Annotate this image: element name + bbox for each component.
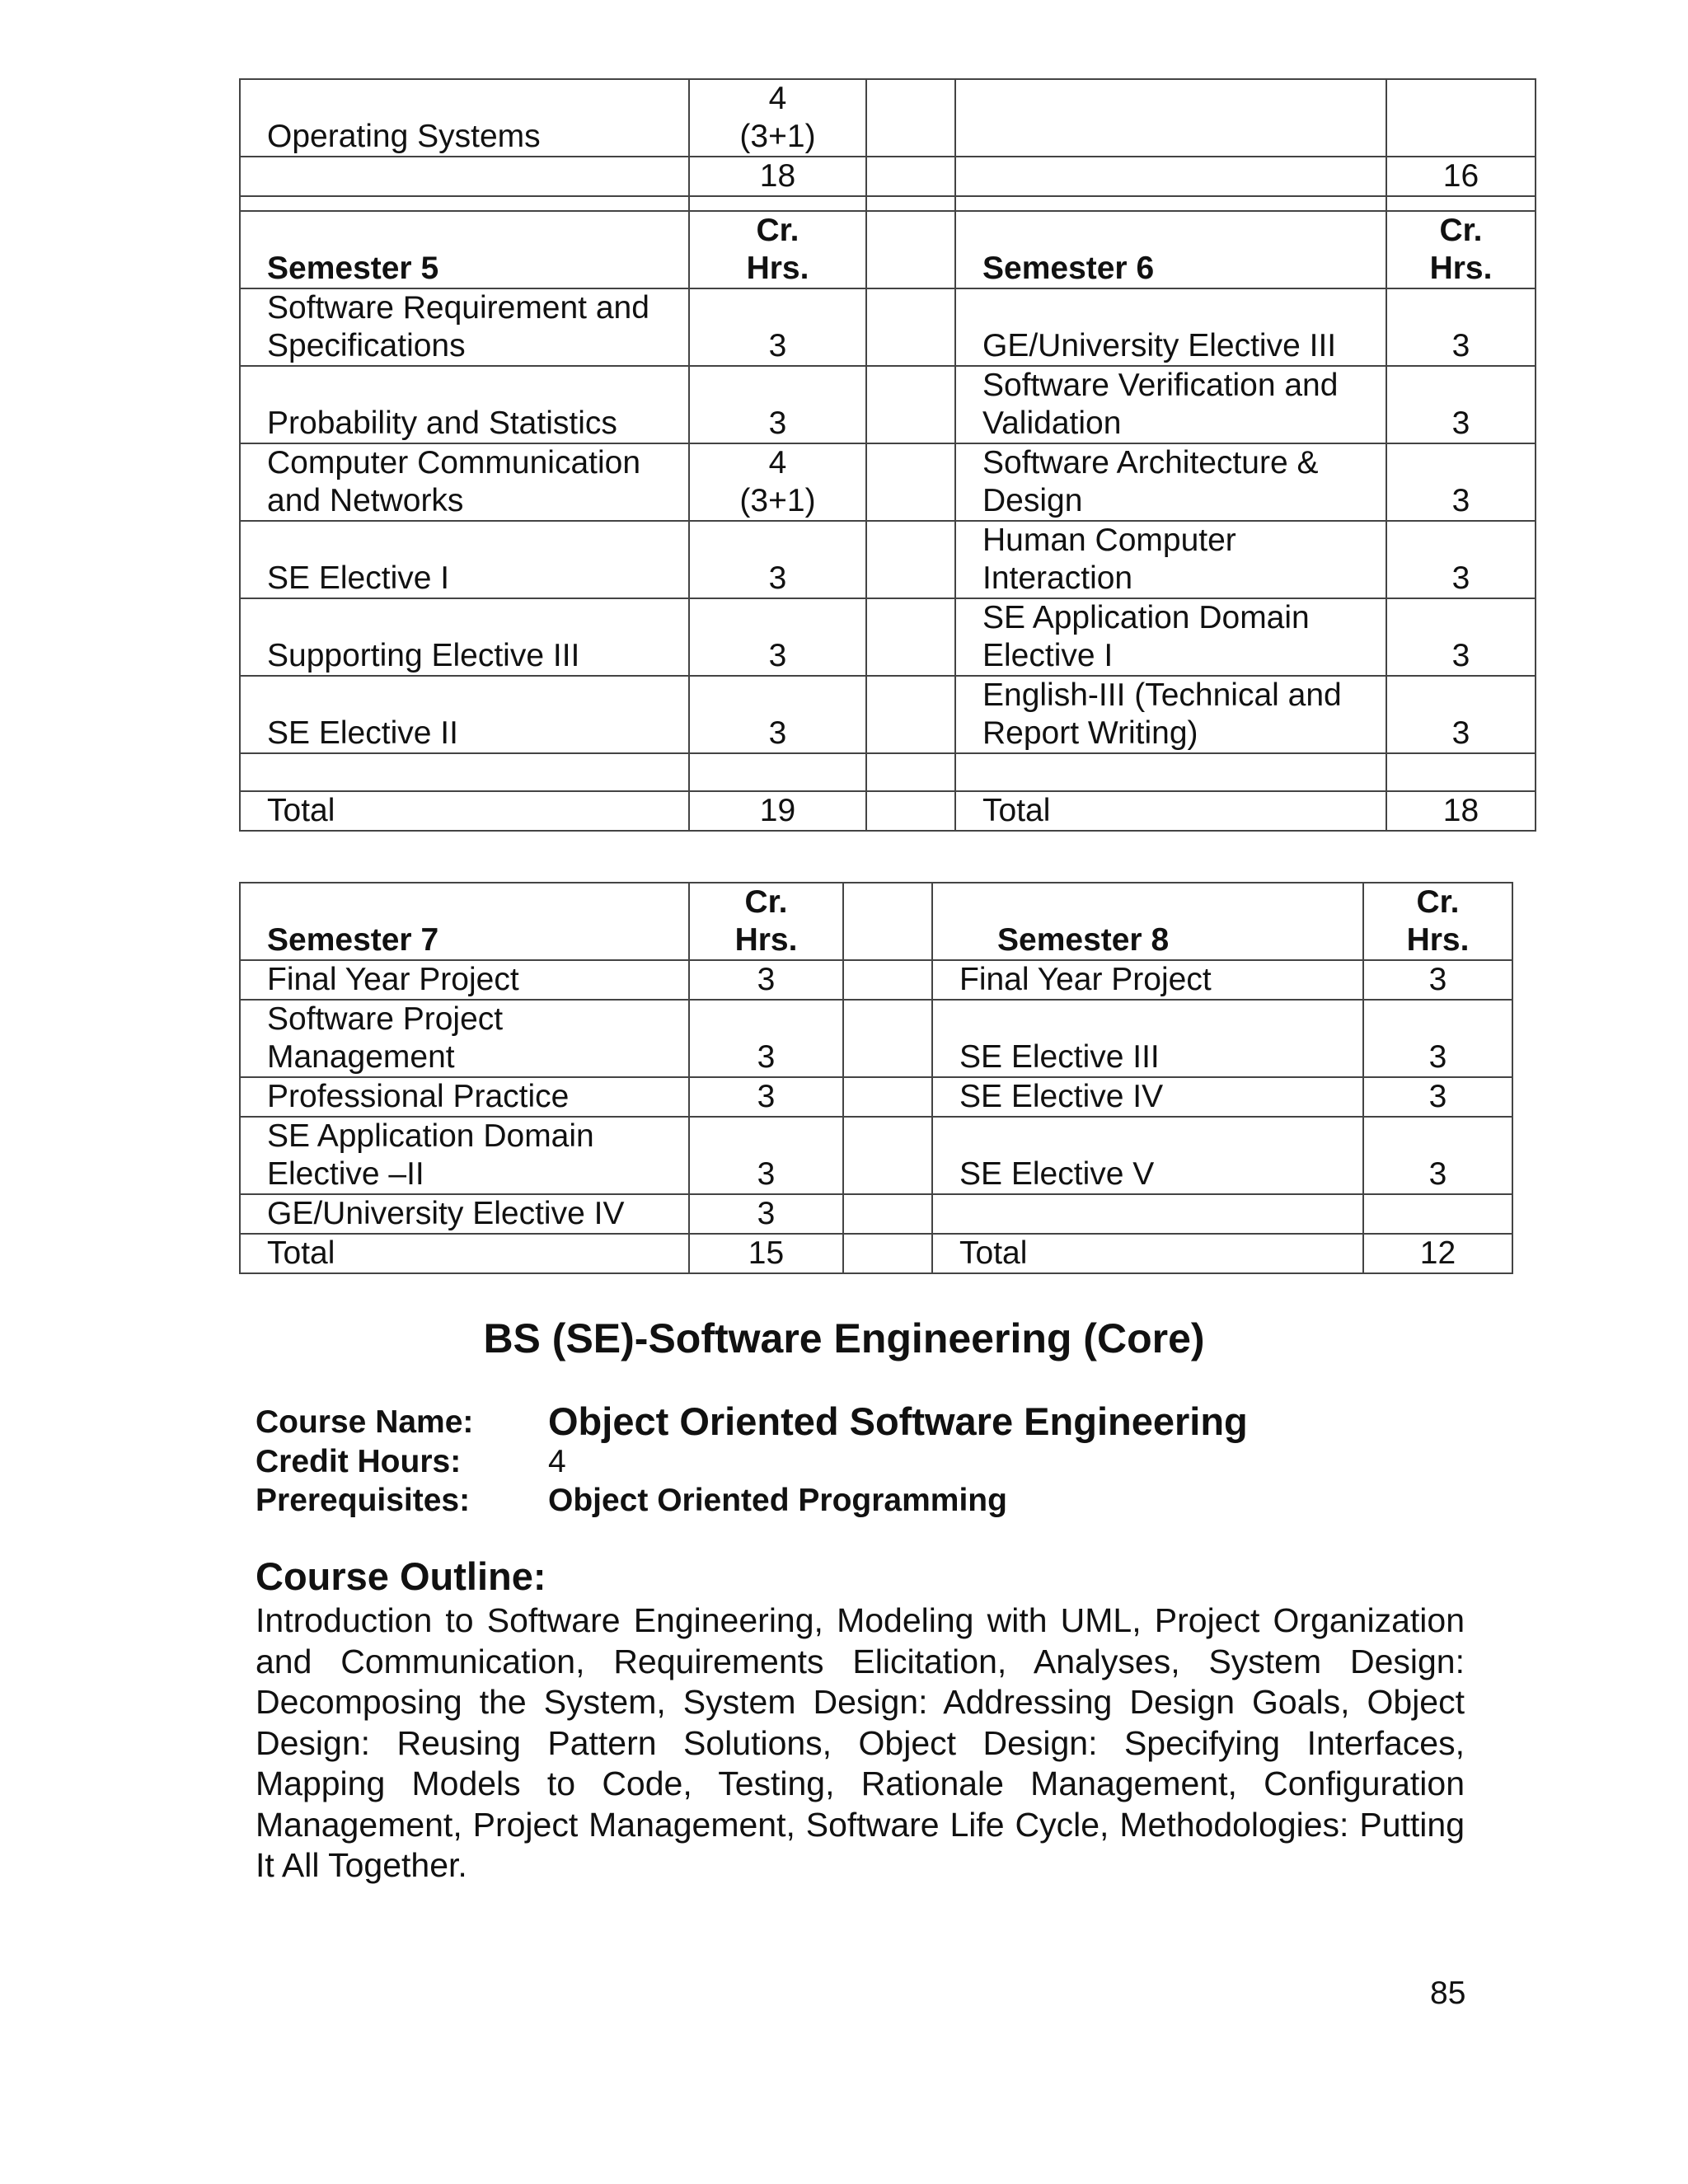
- spacer-cell: [866, 521, 955, 598]
- credit-hours-cell-line: Hrs.: [1406, 922, 1470, 958]
- course-name-cell: [955, 791, 1386, 831]
- credit-hours-cell: [689, 598, 866, 676]
- credit-hours-cell-line: 3: [757, 1079, 776, 1114]
- credit-hours-cell-line: 3: [1428, 1039, 1447, 1075]
- credit-hours-cell: [689, 676, 866, 753]
- page-number: 85: [1430, 1975, 1466, 2011]
- course-name-cell-line: Semester 6: [982, 251, 1155, 286]
- table-row: [240, 1234, 1512, 1273]
- course-name-cell: [932, 883, 1363, 960]
- credit-hours-cell: [1386, 79, 1536, 157]
- course-name-cell-line: Operating Systems: [267, 119, 541, 154]
- credit-hours-cell-line: 3: [768, 328, 787, 363]
- course-name-cell-line: SE Elective I: [267, 560, 450, 596]
- course-name-cell-line: SE Elective II: [267, 715, 458, 751]
- credit-hours-label: Credit Hours:: [256, 1444, 462, 1479]
- course-name-cell: [240, 676, 689, 753]
- credit-hours-cell: [689, 79, 866, 157]
- course-name-cell: [240, 1234, 689, 1273]
- credit-hours-cell-line: 3: [768, 715, 787, 751]
- course-name-cell-line: Elective I: [982, 638, 1114, 673]
- spacer-cell: [843, 1077, 932, 1117]
- course-name-cell: [955, 598, 1386, 676]
- credit-hours-cell: [1386, 211, 1536, 288]
- credit-hours-cell-line: 3: [1451, 405, 1470, 441]
- credit-hours-cell-line: 3: [1451, 483, 1470, 518]
- section-title: BS (SE)-Software Engineering (Core): [483, 1315, 1205, 1361]
- course-name-cell-line: Probability and Statistics: [267, 405, 617, 441]
- course-name-cell-line: Computer Communication: [267, 445, 641, 480]
- credit-hours-cell: [1363, 1234, 1512, 1273]
- course-outline-heading: Course Outline:: [256, 1554, 546, 1598]
- spacer-cell: [866, 288, 955, 366]
- course-name-value: Object Oriented Software Engineering: [548, 1399, 1248, 1443]
- credit-hours-cell: [1363, 1077, 1512, 1117]
- table-row: [240, 676, 1536, 753]
- credit-hours-cell-line: Hrs.: [734, 922, 798, 958]
- course-name-cell: [240, 1117, 689, 1194]
- course-name-cell: [240, 521, 689, 598]
- credit-hours-cell: [689, 1234, 843, 1273]
- course-name-cell: [955, 366, 1386, 443]
- course-name-cell: [932, 1194, 1363, 1234]
- credit-hours-cell: [689, 288, 866, 366]
- course-name-cell-line: Human Computer: [982, 523, 1236, 558]
- credit-hours-cell: [689, 157, 866, 196]
- course-name-cell: [240, 1000, 689, 1077]
- credit-hours-cell: [1363, 1117, 1512, 1194]
- table-row: [240, 79, 1536, 157]
- course-name-cell: [240, 1194, 689, 1234]
- table-row: [240, 443, 1536, 521]
- prerequisites-label: Prerequisites:: [256, 1483, 471, 1518]
- credit-hours-cell-line: (3+1): [739, 483, 816, 518]
- course-name-cell: [240, 883, 689, 960]
- spacer-cell: [866, 211, 955, 288]
- spacer-cell: [866, 753, 955, 791]
- course-name-cell: [932, 1117, 1363, 1194]
- spacer-cell: [866, 443, 955, 521]
- course-name-cell: [955, 521, 1386, 598]
- credit-hours-cell: [689, 883, 843, 960]
- spacer-cell: [866, 79, 955, 157]
- table-row: [240, 1117, 1512, 1194]
- course-name-cell-line: Total: [982, 793, 1051, 828]
- credit-hours-cell-line: 19: [759, 793, 796, 828]
- course-name-cell: [955, 753, 1386, 791]
- course-name-cell: [240, 211, 689, 288]
- table-row: [240, 1194, 1512, 1234]
- course-name-cell: [240, 196, 689, 211]
- course-name-cell-line: SE Elective IV: [959, 1079, 1164, 1114]
- course-name-cell: [932, 1000, 1363, 1077]
- spacer-cell: [843, 960, 932, 1000]
- credit-hours-cell-line: 4: [768, 81, 787, 116]
- credit-hours-cell: [1386, 753, 1536, 791]
- credit-hours-cell-line: 3: [768, 405, 787, 441]
- spacer-cell: [866, 676, 955, 753]
- course-name-cell: [240, 79, 689, 157]
- credit-hours-cell-line: 16: [1442, 158, 1479, 194]
- table-row: [240, 366, 1536, 443]
- spacer-cell: [843, 1000, 932, 1077]
- course-name-cell-line: Elective –II: [267, 1156, 424, 1192]
- course-name-cell: [240, 598, 689, 676]
- credit-hours-cell-line: 3: [1451, 638, 1470, 673]
- credit-hours-cell: [1386, 791, 1536, 831]
- course-name-cell: [955, 211, 1386, 288]
- credit-hours-cell: [689, 443, 866, 521]
- course-name-cell-line: Report Writing): [982, 715, 1198, 751]
- course-name-cell-line: GE/University Elective III: [982, 328, 1337, 363]
- credit-hours-cell-line: 3: [757, 1156, 776, 1192]
- credit-hours-cell-line: 3: [757, 1196, 776, 1231]
- credit-hours-cell-line: 3: [768, 638, 787, 673]
- course-name-cell: [240, 960, 689, 1000]
- credit-hours-cell-line: 12: [1419, 1235, 1456, 1271]
- credit-hours-cell-line: 3: [1451, 715, 1470, 751]
- credit-hours-cell: [689, 791, 866, 831]
- credit-hours-cell: [689, 366, 866, 443]
- credit-hours-cell-line: 15: [748, 1235, 785, 1271]
- semester-table-5-6: [239, 78, 1536, 832]
- credit-hours-cell-line: Cr.: [744, 884, 788, 920]
- semester-table-7-8: [239, 882, 1513, 1274]
- course-name-cell-line: Management: [267, 1039, 455, 1075]
- course-name-cell-line: Validation: [982, 405, 1122, 441]
- table-row: [240, 791, 1536, 831]
- spacer-cell: [866, 196, 955, 211]
- credit-hours-cell: [1386, 366, 1536, 443]
- credit-hours-cell: [689, 1077, 843, 1117]
- credit-hours-cell: [1386, 288, 1536, 366]
- course-name-cell: [240, 157, 689, 196]
- course-name-cell: [955, 79, 1386, 157]
- table-row: [240, 598, 1536, 676]
- spacer-cell: [843, 1194, 932, 1234]
- course-name-cell-line: Software Requirement and: [267, 290, 649, 326]
- course-name-cell-line: GE/University Elective IV: [267, 1196, 625, 1231]
- course-name-cell-line: Total: [959, 1235, 1028, 1271]
- table-row: [240, 157, 1536, 196]
- course-name-cell-line: Professional Practice: [267, 1079, 570, 1114]
- credit-hours-cell: [1386, 521, 1536, 598]
- course-name-cell: [955, 288, 1386, 366]
- credit-hours-cell-line: Hrs.: [746, 251, 809, 286]
- credit-hours-cell: [689, 1117, 843, 1194]
- prerequisites-value: Object Oriented Programming: [548, 1483, 1007, 1518]
- credit-hours-cell-line: 18: [759, 158, 796, 194]
- course-name-cell: [955, 196, 1386, 211]
- course-name-cell-line: SE Elective V: [959, 1156, 1155, 1192]
- credit-hours-cell-line: Cr.: [1416, 884, 1460, 920]
- credit-hours-cell: [689, 1194, 843, 1234]
- credit-hours-cell-line: 3: [1428, 1079, 1447, 1114]
- credit-hours-cell: [689, 196, 866, 211]
- credit-hours-cell-line: Cr.: [1439, 213, 1483, 248]
- course-name-cell-line: Software Project: [267, 1001, 504, 1037]
- course-name-cell-line: Final Year Project: [959, 962, 1212, 997]
- course-name-cell-line: Semester 7: [267, 922, 439, 958]
- course-name-cell: [240, 288, 689, 366]
- spacer-cell: [866, 366, 955, 443]
- course-name-cell-line: Semester 5: [267, 251, 439, 286]
- credit-hours-cell-line: Cr.: [756, 213, 799, 248]
- credit-hours-cell: [689, 1000, 843, 1077]
- credit-hours-cell: [1363, 883, 1512, 960]
- credit-hours-cell-line: 3: [1451, 560, 1470, 596]
- course-name-cell-line: English-III (Technical and: [982, 677, 1342, 713]
- table-row: [240, 753, 1536, 791]
- spacer-cell: [843, 883, 932, 960]
- credit-hours-cell-line: 3: [757, 962, 776, 997]
- credit-hours-cell: [689, 521, 866, 598]
- table-row: [240, 1000, 1512, 1077]
- course-name-cell-line: Semester 8: [997, 922, 1170, 958]
- credit-hours-cell: [689, 211, 866, 288]
- table-row: [240, 883, 1512, 960]
- table-row: [240, 960, 1512, 1000]
- credit-hours-cell-line: Hrs.: [1429, 251, 1493, 286]
- table-row: [240, 288, 1536, 366]
- course-name-cell: [240, 791, 689, 831]
- course-name-cell: [955, 157, 1386, 196]
- credit-hours-cell: [689, 753, 866, 791]
- credit-hours-cell-line: 3: [757, 1039, 776, 1075]
- credit-hours-cell-line: 4: [768, 445, 787, 480]
- credit-hours-cell: [1363, 1000, 1512, 1077]
- course-name-cell-line: SE Elective III: [959, 1039, 1160, 1075]
- course-name-cell: [955, 443, 1386, 521]
- credit-hours-cell: [689, 960, 843, 1000]
- table-row: [240, 1077, 1512, 1117]
- credit-hours-cell: [1386, 443, 1536, 521]
- course-name-cell-line: Specifications: [267, 328, 466, 363]
- course-name-cell: [932, 1234, 1363, 1273]
- semester-table-7-8-body: [240, 883, 1512, 1273]
- course-name-cell-line: Software Architecture &: [982, 445, 1319, 480]
- course-outline-text: Introduction to Software Engineering, Modeling with UML, Project Organization and Communication, Requirements Elicitation, Analyses, System Design: Decomposing the System, System Design: Addressing Design Goals, Object Design: Reusing Pattern Solutions, Object Design: Specifying Interfaces, Mapping Models to Code, Testing, Rationale Management, Configuration Management, Project Management, Software Life Cycle, Methodologies: Putting It All Together.: [256, 1601, 1465, 1884]
- credit-hours-cell-line: 3: [768, 560, 787, 596]
- spacer-cell: [843, 1234, 932, 1273]
- course-name-cell-line: Total: [267, 793, 335, 828]
- course-name-cell-line: Total: [267, 1235, 335, 1271]
- course-name-cell: [932, 960, 1363, 1000]
- course-name-cell-line: SE Application Domain: [267, 1118, 594, 1154]
- credit-hours-cell-line: (3+1): [739, 119, 816, 154]
- table-row: [240, 196, 1536, 211]
- credit-hours-cell-line: 3: [1428, 1156, 1447, 1192]
- spacer-cell: [866, 791, 955, 831]
- course-name-cell: [240, 1077, 689, 1117]
- spacer-cell: [843, 1117, 932, 1194]
- course-name-cell-line: SE Application Domain: [982, 600, 1310, 635]
- course-name-cell-line: Interaction: [982, 560, 1133, 596]
- credit-hours-cell-line: 3: [1451, 328, 1470, 363]
- table-row: [240, 211, 1536, 288]
- course-name-cell-line: and Networks: [267, 483, 464, 518]
- spacer-cell: [866, 157, 955, 196]
- credit-hours-cell-line: 3: [1428, 962, 1447, 997]
- course-name-cell-line: Final Year Project: [267, 962, 519, 997]
- course-name-label: Course Name:: [256, 1404, 474, 1440]
- course-name-cell: [240, 443, 689, 521]
- course-name-cell: [955, 676, 1386, 753]
- credit-hours-value: 4: [548, 1444, 566, 1479]
- course-name-cell: [240, 366, 689, 443]
- credit-hours-cell: [1363, 960, 1512, 1000]
- credit-hours-cell: [1386, 676, 1536, 753]
- table-row: [240, 521, 1536, 598]
- course-name-cell-line: Design: [982, 483, 1083, 518]
- course-name-cell-line: Software Verification and: [982, 368, 1339, 403]
- course-name-cell: [240, 753, 689, 791]
- credit-hours-cell: [1386, 157, 1536, 196]
- credit-hours-cell: [1363, 1194, 1512, 1234]
- credit-hours-cell: [1386, 598, 1536, 676]
- course-name-cell: [932, 1077, 1363, 1117]
- spacer-cell: [866, 598, 955, 676]
- credit-hours-cell: [1386, 196, 1536, 211]
- course-name-cell-line: Supporting Elective III: [267, 638, 580, 673]
- semester-table-5-6-body: [240, 79, 1536, 831]
- credit-hours-cell-line: 18: [1442, 793, 1479, 828]
